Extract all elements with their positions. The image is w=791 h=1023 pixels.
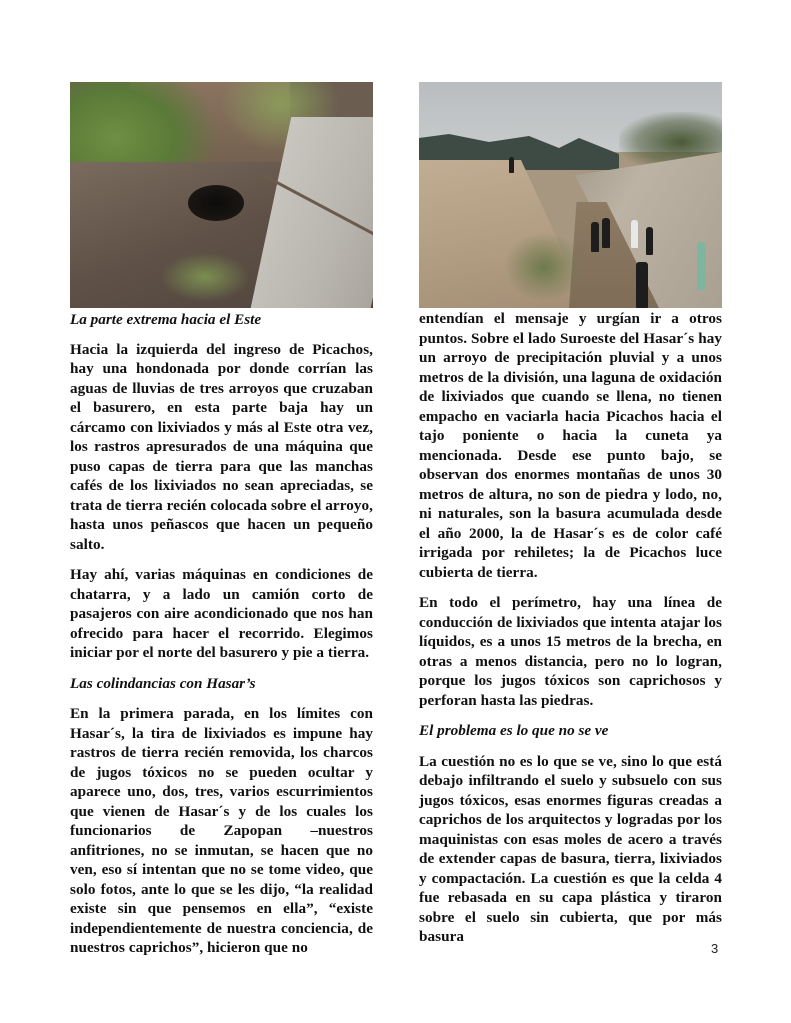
paragraph: La cuestión no es lo que se ve, sino lo que está debajo infiltrando el suelo y subsuelo con sus jugos tóxicos, esas enormes figuras creadas a caprichos de los arquitectos y logradas por los maquinistas con esas moles de acero a través de extender capas de basura, tierra, lixiviados y compactación. La cuestión es que la celda 4 fue rebasada en su capa plástica y tiraron sobre el suelo sin cubierta, que por más basura <box>419 752 722 945</box>
paragraph: En todo el perímetro, hay una línea de conducción de lixiviados que intenta atajar los líquidos, es a unos 15 metros de la brecha, en otras a menos distancia, pero no lo logran, porque los jugos tóxicos son caprichosos y perforan hasta las piedras. <box>419 594 722 709</box>
paragraph: Hacia la izquierda del ingreso de Picachos, hay una hondonada por donde corrían las aguas de lluvias de tres arroyos que cruzaban el basurero, en esta parte baja hay un cárcamo con lixiviados y más al Este otra vez, los rastros apresurados de una máquina que puso capas de tierra para que las manchas cafés de los lixiviados no sean apreciadas, se trata de tierra recién colocada sobre el arroyo, hasta unos peñascos que hacen un pequeño salto. <box>70 340 373 553</box>
paragraph: entendían el mensaje y urgían ir a otros puntos. Sobre el lado Suroeste del Hasar´s hay un arroyo de precipitación pluvial y a unos metros de la división, una laguna de oxidación de lixiviados que cuando se llena, no tienen empacho en vaciarla hacia Picachos hacia el tajo poniente o hacia la cuneta ya mencionada. Desde ese punto bajo, se observan dos enormes montañas de unos 30 metros de altura, no son de piedra y lodo, no, ni naturales, son la basura acumulada desde el año 2000, la de Hasar´s es de color café irrigada por rehiletes; la de Picachos luce cubierta de tierra. <box>419 310 722 581</box>
right-column <box>419 82 722 958</box>
photo-slope-with-people-icon <box>419 82 722 308</box>
paragraph: En la primera parada, en los límites con Hasar´s, la tira de lixiviados es impune hay rastros de tierra recién removida, los charcos de jugos tóxicos no se pueden ocultar y aparece uno, dos, tres, varios escurrimientos que vienen de Hasar´s y de los cuales los funcionarios de Zapopan –nuestros anfitriones, no se inmutan, se hacen que no ven, eso sí intentan que no se tome video, que solo fotos, ante lo que se les dijo, “la realidad existe sin que pensemos en ella”, “existe independientemente de nuestra conciencia, de nuestros caprichos”, hicieron que no <box>70 705 373 956</box>
left-column <box>70 82 373 969</box>
page-number: 3 <box>711 941 719 956</box>
photo-hole-in-dirt-icon <box>70 82 373 308</box>
paragraph: Hay ahí, varias máquinas en condiciones de chatarra, y a lado un camión corto de pasajeros con aire acondicionado que nos han ofrecido para hacer el recorrido. Elegimos iniciar por el norte del basurero y pie a tierra. <box>70 566 373 661</box>
section-subheading: Las colindancias con Hasar’s <box>70 674 256 692</box>
photo-caption: La parte extrema hacia el Este <box>70 311 262 328</box>
section-subheading: El problema es lo que no se ve <box>419 722 609 739</box>
